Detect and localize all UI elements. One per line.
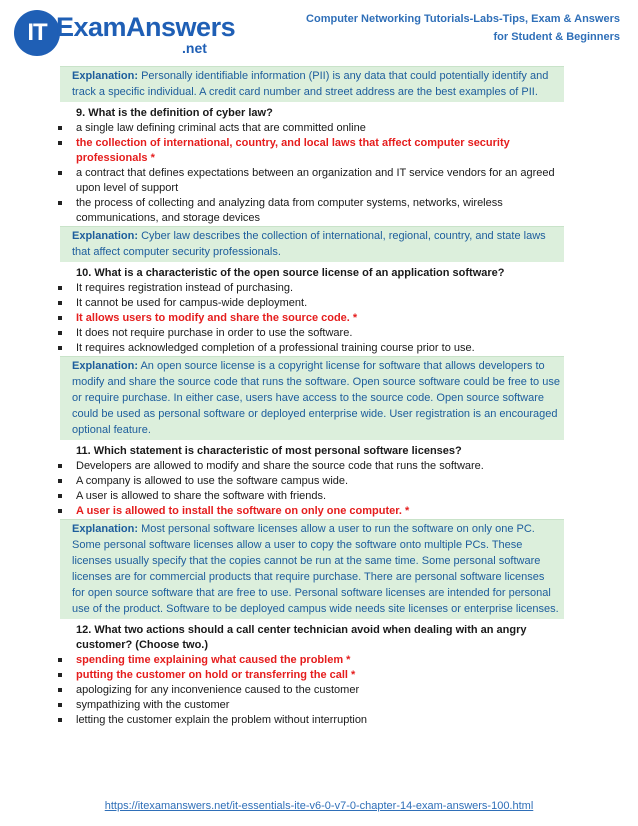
page-footer	[0, 800, 638, 812]
explanation-label: Explanation:	[72, 230, 139, 242]
answer-option: It cannot be used for campus-wide deployment.	[60, 296, 564, 311]
question-10	[60, 266, 564, 440]
answer-option-correct: putting the customer on hold or transferring the call *	[60, 668, 564, 683]
question-title: 9. What is the definition of cyber law?	[76, 107, 273, 119]
answer-option: apologizing for any inconvenience caused to the customer	[60, 683, 564, 698]
answer-option: A company is allowed to use the software campus wide.	[60, 474, 564, 489]
tagline-line-2: for Student & Beginners	[493, 31, 620, 43]
logo-net: .net	[182, 40, 207, 56]
answer-option-correct: the collection of international, country, and local laws that affect computer security professionals *	[60, 136, 564, 166]
answer-option: letting the customer explain the problem without interruption	[60, 713, 564, 728]
question-11	[60, 444, 564, 619]
answer-options	[60, 653, 564, 728]
explanation-box	[60, 356, 564, 440]
answer-option: the process of collecting and analyzing data from computer systems, networks, wireless communications, and storage devices	[60, 196, 564, 226]
question-12	[60, 623, 564, 728]
answer-options	[60, 121, 564, 226]
answer-option: It requires registration instead of purchasing.	[60, 281, 564, 296]
explanation-text: Most personal software licenses allow a user to run the software on only one PC. Some personal software licenses allow a user to copy the software onto multiple PCs. These licenses usually specify that the copies cannot be run at the same time. Some personal software licenses are for commercial products that require purchase. There are personal software licenses for open source software that are free to use. Personal software licenses are intended for personal use of the product. Software to be deployed campus wide needs site licenses or enterprise licenses.	[72, 523, 559, 615]
tagline-line-1: Computer Networking Tutorials-Labs-Tips, Exam & Answers	[306, 13, 620, 25]
explanation-label: Explanation:	[72, 360, 139, 372]
explanation-label: Explanation:	[72, 70, 139, 82]
answer-option: Developers are allowed to modify and share the source code that runs the software.	[60, 459, 564, 474]
logo-name: ExamAnswers	[56, 12, 236, 42]
explanation-text: Personally identifiable information (PII) is any data that could potentially identify and track a specific individual. A credit card number and street address are the best examples of PII.	[72, 70, 549, 98]
answer-option: a single law defining criminal acts that are committed online	[60, 121, 564, 136]
question-title: 11. Which statement is characteristic of most personal software licenses?	[76, 445, 462, 457]
footer-url-link[interactable]: https://itexamanswers.net/it-essentials-ite-v6-0-v7-0-chapter-14-exam-answers-100.html	[104, 800, 534, 812]
site-logo[interactable]	[14, 8, 236, 56]
question-9	[60, 106, 564, 262]
logo-it-badge: IT	[14, 10, 60, 56]
answer-options	[60, 459, 564, 519]
answer-option-correct: It allows users to modify and share the source code. *	[60, 311, 564, 326]
answer-option: It does not require purchase in order to use the software.	[60, 326, 564, 341]
question-title: 12. What two actions should a call center technician avoid when dealing with an angry customer? (Choose two.)	[76, 624, 527, 651]
explanation-box	[60, 519, 564, 619]
answer-options	[60, 281, 564, 356]
question-title: 10. What is a characteristic of the open source license of an application software?	[76, 267, 505, 279]
answer-option: sympathizing with the customer	[60, 698, 564, 713]
answer-option: A user is allowed to share the software with friends.	[60, 489, 564, 504]
explanation-text: Cyber law describes the collection of international, regional, country, and state laws that affect computer security professionals.	[72, 230, 546, 258]
explanation-box	[60, 226, 564, 262]
document-body	[60, 66, 564, 728]
answer-option: It requires acknowledged completion of a professional training course prior to use.	[60, 341, 564, 356]
explanation-text: An open source license is a copyright license for software that allows developers to modify and share the source code that runs the software. Open source software could be free to use or require purchase. In either case, users have access to the source code. Open source software could be used as personal software or deployed enterprise wide. User registration is an encouraged optional feature.	[72, 360, 560, 436]
answer-option-correct: spending time explaining what caused the problem *	[60, 653, 564, 668]
page-header	[0, 0, 638, 62]
answer-option: a contract that defines expectations between an organization and IT service vendors for an agreed upon level of support	[60, 166, 564, 196]
explanation-box	[60, 66, 564, 102]
explanation-label: Explanation:	[72, 523, 139, 535]
site-tagline	[290, 10, 620, 46]
answer-option-correct: A user is allowed to install the software on only one computer. *	[60, 504, 564, 519]
